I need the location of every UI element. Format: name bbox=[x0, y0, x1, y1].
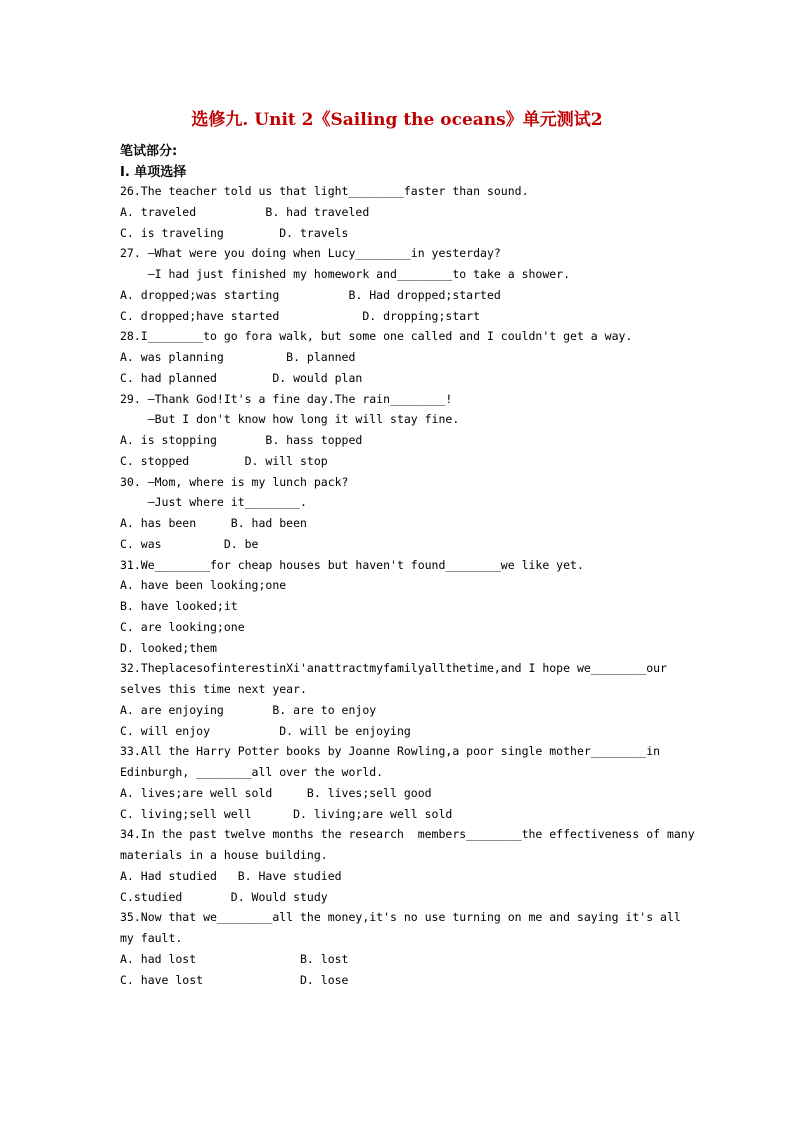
text-line: C. stopped D. will stop bbox=[120, 453, 328, 468]
text-line: 31.We________for cheap houses but haven't found________we like yet. bbox=[120, 557, 584, 572]
text-line: B. have looked;it bbox=[120, 599, 238, 613]
text-line: 33.All the Harry Potter books by Joanne Rowling,a poor single mother________in bbox=[120, 744, 661, 759]
text-line: A. Had studied B. Have studied bbox=[120, 868, 342, 883]
text-line: A. is stopping B. hass topped bbox=[120, 433, 363, 447]
text-line: C. living;sell well D. living;are well sold bbox=[120, 806, 453, 821]
text-line: my fault. bbox=[120, 931, 183, 945]
text-line: C. was D. be bbox=[120, 536, 259, 551]
text-line: 32.TheplacesofinterestinXi'anattractmyfamilyallthetime,and I hope we________our bbox=[120, 661, 667, 676]
text-line: C. had planned D. would plan bbox=[120, 370, 363, 385]
text-line: A. are enjoying B. are to enjoy bbox=[120, 702, 377, 717]
text-line: 34.In the past twelve months the research members________the effectiveness of many bbox=[120, 827, 695, 842]
text-line: A. has been B. had been bbox=[120, 516, 307, 530]
section-written: 笔试部分: bbox=[120, 144, 178, 159]
text-line: —But I don't know how long it will stay fine. bbox=[120, 412, 460, 427]
text-line: A. dropped;was starting B. Had dropped;started bbox=[120, 287, 501, 302]
text-line: A. was planning B. planned bbox=[120, 350, 356, 364]
text-line: Edinburgh, ________all over the world. bbox=[120, 765, 384, 779]
section-part1: I. 单项选择 bbox=[120, 165, 187, 180]
text-line: 28.I________to go fora walk, but some one called and I couldn't get a way. bbox=[120, 329, 633, 344]
text-line: 30. —Mom, where is my lunch pack? bbox=[120, 474, 349, 489]
text-line: D. looked;them bbox=[120, 640, 217, 655]
text-line: A. have been looking;one bbox=[120, 578, 287, 593]
text-line: materials in a house building. bbox=[120, 848, 328, 862]
text-line: 29. —Thank God!It's a fine day.The rain________! bbox=[120, 391, 453, 406]
text-line: A. lives;are well sold B. lives;sell good bbox=[120, 785, 432, 800]
text-line: A. traveled B. had traveled bbox=[120, 204, 370, 219]
text-line: 35.Now that we________all the money,it's no use turning on me and saying it's all bbox=[120, 910, 681, 925]
document-title: 选修九. Unit 2《Sailing the oceans》单元测试2 bbox=[191, 110, 603, 130]
text-line: C. is traveling D. travels bbox=[120, 225, 349, 240]
text-line: C.studied D. Would study bbox=[120, 889, 328, 904]
text-line: A. had lost B. lost bbox=[120, 951, 349, 966]
text-line: C. have lost D. lose bbox=[120, 972, 349, 987]
text-line: —Just where it________. bbox=[120, 495, 307, 510]
text-line: C. will enjoy D. will be enjoying bbox=[120, 723, 411, 738]
text-line: —I had just finished my homework and________to take a shower. bbox=[120, 267, 571, 281]
text-line: C. are looking;one bbox=[120, 619, 245, 634]
text-line: 26.The teacher told us that light________faster than sound. bbox=[120, 184, 529, 198]
text-line: C. dropped;have started D. dropping;start bbox=[120, 308, 481, 323]
text-line: selves this time next year. bbox=[120, 682, 307, 696]
text-line: 27. —What were you doing when Lucy________in yesterday? bbox=[120, 246, 501, 261]
